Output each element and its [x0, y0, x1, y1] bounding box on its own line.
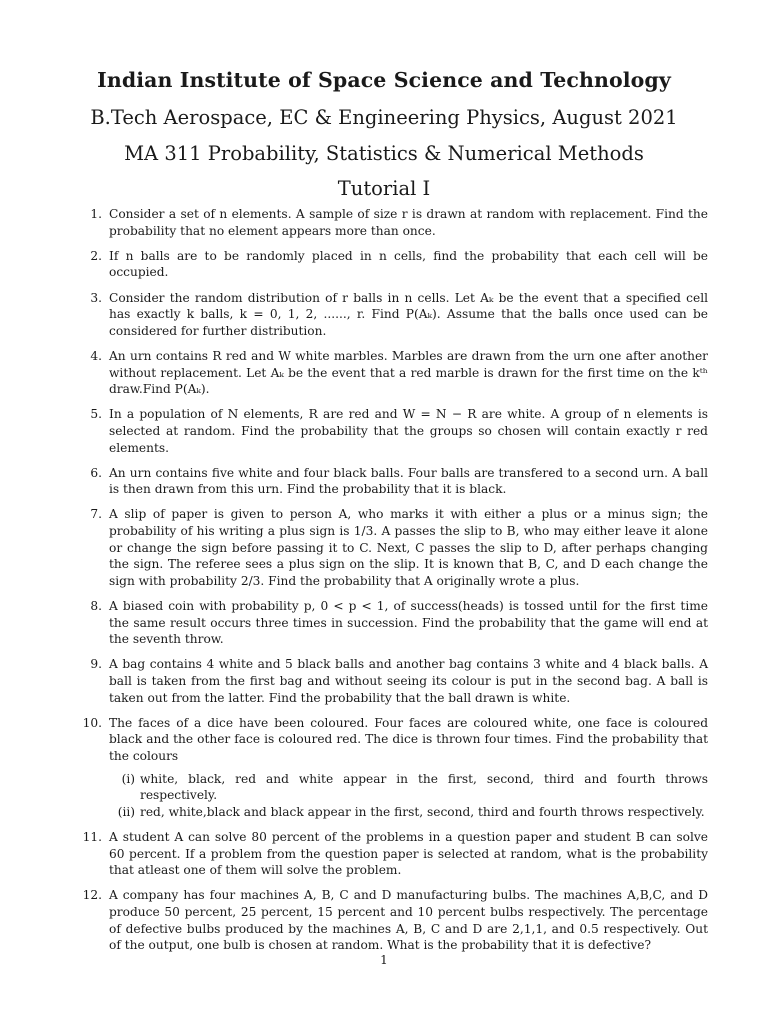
question-number: 1.: [90, 207, 102, 221]
course-title: MA 311 Probability, Statistics & Numerical Methods: [124, 142, 644, 165]
question-item: [80, 406, 708, 456]
question-item: [80, 506, 708, 589]
question-list: [80, 206, 708, 962]
question-text: A slip of paper is given to person A, who marks it with either a plus or a minus sign; the probability of his writing a plus sign is 1/3. A passes the slip to B, who may either leave it alone or change the sign before passing it to C. Next, C passes the slip to D, after perhaps changing the sign. The referee sees a plus sign on the slip. It is known that B, C, and D each change the sign with probability 2/3. Find the probability that A originally wrote a plus.: [109, 507, 708, 588]
question-number: 3.: [90, 290, 102, 305]
subquestion-item: [109, 804, 708, 821]
question-item: [80, 887, 708, 953]
question-number: 4.: [90, 348, 102, 363]
question-number: 2.: [90, 248, 102, 263]
question-text: The faces of a dice have been coloured. Four faces are coloured white, one face is coloured black and the other face is coloured red. The dice is thrown four times. Find the probability that the colours: [109, 715, 708, 763]
question-text: An urn contains five white and four black balls. Four balls are transfered to a second urn. A ball is then drawn from this urn. Find the probability that it is black.: [109, 465, 708, 497]
question-text: Consider the random distribution of r balls in n cells. Let Aₖ be the event that a specified cell has exactly k balls, k = 0, 1, 2, ......, r. Find P(Aₖ). Assume that the balls once used can be considered for further distribution.: [109, 290, 708, 338]
question-text: If n balls are to be randomly placed in n cells, find the probability that each cell will be occupied.: [109, 248, 708, 280]
question-text: An urn contains R red and W white marbles. Marbles are drawn from the urn one after another without replacement. Let Aₖ be the event that a red marble is drawn for the first time on the kᵗʰ draw.Find P(Aₖ).: [109, 348, 708, 397]
question-text: A company has four machines A, B, C and D manufacturing bulbs. The machines A,B,C, and D produce 50 percent, 25 percent, 15 percent and 10 percent bulbs respectively. The percentage of defective bulbs produced by the machines A, B, C and D are 2,1,1, and 0.5 respectively. Out of the output, one bulb is chosen at random. What is the probability that it is defective?: [109, 888, 708, 953]
question-item: [80, 715, 708, 821]
subquestion-number: (ii): [117, 804, 135, 819]
question-number: 10.: [82, 715, 102, 730]
question-item: [80, 656, 708, 706]
question-item: [80, 829, 708, 879]
question-number: 5.: [90, 407, 102, 422]
page-number: 1: [380, 953, 388, 967]
question-item: [80, 598, 708, 648]
program-subtitle: B.Tech Aerospace, EC & Engineering Physics, August 2021: [90, 106, 678, 129]
question-text: Consider a set of n elements. A sample of size r is drawn at random with replacement. Find the probability that no element appears more than once.: [109, 207, 708, 238]
question-item: [80, 348, 708, 398]
question-number: 6.: [90, 465, 102, 480]
subquestion-item: [109, 771, 708, 804]
subquestion-list: [109, 771, 708, 821]
tutorial-title: Tutorial I: [337, 177, 431, 200]
question-number: 8.: [90, 599, 102, 614]
question-text: In a population of N elements, R are red and W = N − R are white. A group of n elements is selected at random. Find the probability that the groups so chosen will contain exactly r red elements.: [109, 407, 708, 455]
question-item: [80, 206, 708, 239]
question-text: A biased coin with probability p, 0 < p < 1, of success(heads) is tossed until for the first time the same result occurs three times in succession. Find the probability that the game will end at the seventh throw.: [109, 599, 708, 647]
subquestion-number: (i): [121, 771, 135, 786]
question-item: [80, 290, 708, 340]
institute-title: Indian Institute of Space Science and Technology: [97, 68, 671, 92]
question-number: 11.: [82, 829, 102, 844]
question-item: [80, 465, 708, 498]
question-item: [80, 248, 708, 281]
question-text: A student A can solve 80 percent of the problems in a question paper and student B can solve 60 percent. If a problem from the question paper is selected at random, what is the probability that atleast one of them will solve the problem.: [109, 829, 708, 878]
subquestion-text: red, white,black and black appear in the first, second, third and fourth throws respectively.: [140, 804, 705, 819]
question-number: 9.: [90, 657, 102, 672]
question-number: 12.: [82, 888, 102, 903]
question-number: 7.: [90, 507, 102, 522]
question-text: A bag contains 4 white and 5 black balls and another bag contains 3 white and 4 black balls. A ball is taken from the first bag and without seeing its colour is put in the second bag. A ball is taken out from the latter. Find the probability that the ball drawn is white.: [109, 657, 708, 705]
subquestion-text: white, black, red and white appear in the first, second, third and fourth throws respectively.: [140, 771, 708, 803]
